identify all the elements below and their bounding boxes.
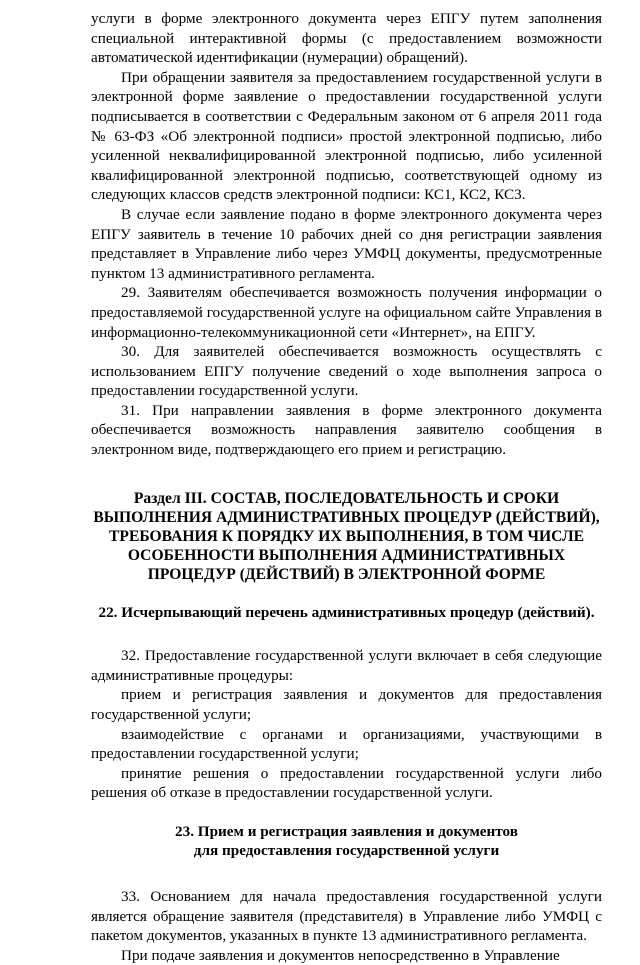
section-title: Раздел III. СОСТАВ, ПОСЛЕДОВАТЕЛЬНОСТЬ И СРОКИ ВЫПОЛНЕНИЯ АДМИНИСТРАТИВНЫХ ПРОЦЕДУР (ДЕЙСТВИЙ), ТРЕБОВАНИЯ К ПОРЯДКУ ИХ ВЫПОЛНЕНИЯ, В ТОМ ЧИСЛЕ ОСОБЕННОСТИ ВЫПОЛНЕНИЯ АДМИНИСТРАТИВНЫХ ПРОЦЕДУР (ДЕЙСТВИЙ) В ЭЛЕКТРОННОЙ ФОРМЕ — [93, 489, 600, 583]
paragraph-32: 32. Предоставление государственной услуги включает в себя следующие административные процедуры: — [91, 647, 602, 684]
paragraph: услуги в форме электронного документа через ЕПГУ путем заполнения специальной интерактивной формы (с предоставлением возможности автоматической идентификации (нумерации) обращений). — [91, 10, 602, 67]
paragraph-29: 29. Заявителям обеспечивается возможность получения информации о предоставляемой государственной услуге на официальном сайте Управления в информационно-телекоммуникационной сети «Интернет», на ЕПГУ. — [91, 284, 602, 341]
paragraph-30: 30. Для заявителей обеспечивается возможность осуществлять с использованием ЕПГУ получение сведений о ходе выполнения запроса о предоставлении государственной услуги. — [91, 343, 602, 400]
paragraph-33: 33. Основанием для начала предоставления государственной услуги является обращение заявителя (представителя) в Управление либо УМФЦ с пакетом документов, указанных в пункте 13 административного регламента. — [91, 887, 602, 945]
list-item: прием и регистрация заявления и документов для предоставления государственной услуги; — [91, 686, 602, 723]
paragraph: При обращении заявителя за предоставлением государственной услуги в электронной форме заявление о предоставлении государственной услуги подписывается в соответствии с Федеральным законом от 6 апреля 2011 года № 63-ФЗ «Об электронной подписи» простой электронной подписью, либо усиленной неквалифицированной электронной подписью, либо усиленной квалифицированной электронной подписью, соответствующей одному из следующих классов средств электронной подписи: КС1, КС2, КС3. — [91, 68, 602, 204]
paragraph: При подаче заявления и документов непосредственно в Управление — [121, 946, 560, 964]
paragraph: В случае если заявление подано в форме электронного документа через ЕПГУ заявитель в течение 10 рабочих дней со дня регистрации заявления представляет в Управление либо через УМФЦ документы, предусмотренные пунктом 13 административного регламента. — [91, 205, 602, 282]
subsection-heading-23 — [91, 822, 602, 861]
subsection-heading-23-line2: для предоставления государственной услуги — [193, 842, 500, 860]
list-item: принятие решения о предоставлении государственной услуги либо решения об отказе в предоставлении государственной услуги. — [91, 764, 602, 802]
subsection-heading-22: 22. Исчерпывающий перечень административных процедур (действий). — [98, 603, 595, 621]
list-item: взаимодействие с органами и организациями, участвующими в предоставлении государственной услуги; — [91, 725, 602, 763]
subsection-heading-23-line1: 23. Прием и регистрация заявления и документов — [175, 822, 518, 840]
paragraph-31: 31. При направлении заявления в форме электронного документа обеспечивается возможность направления заявителю сообщения в электронном виде, подтверждающего его прием и регистрацию. — [91, 401, 602, 459]
